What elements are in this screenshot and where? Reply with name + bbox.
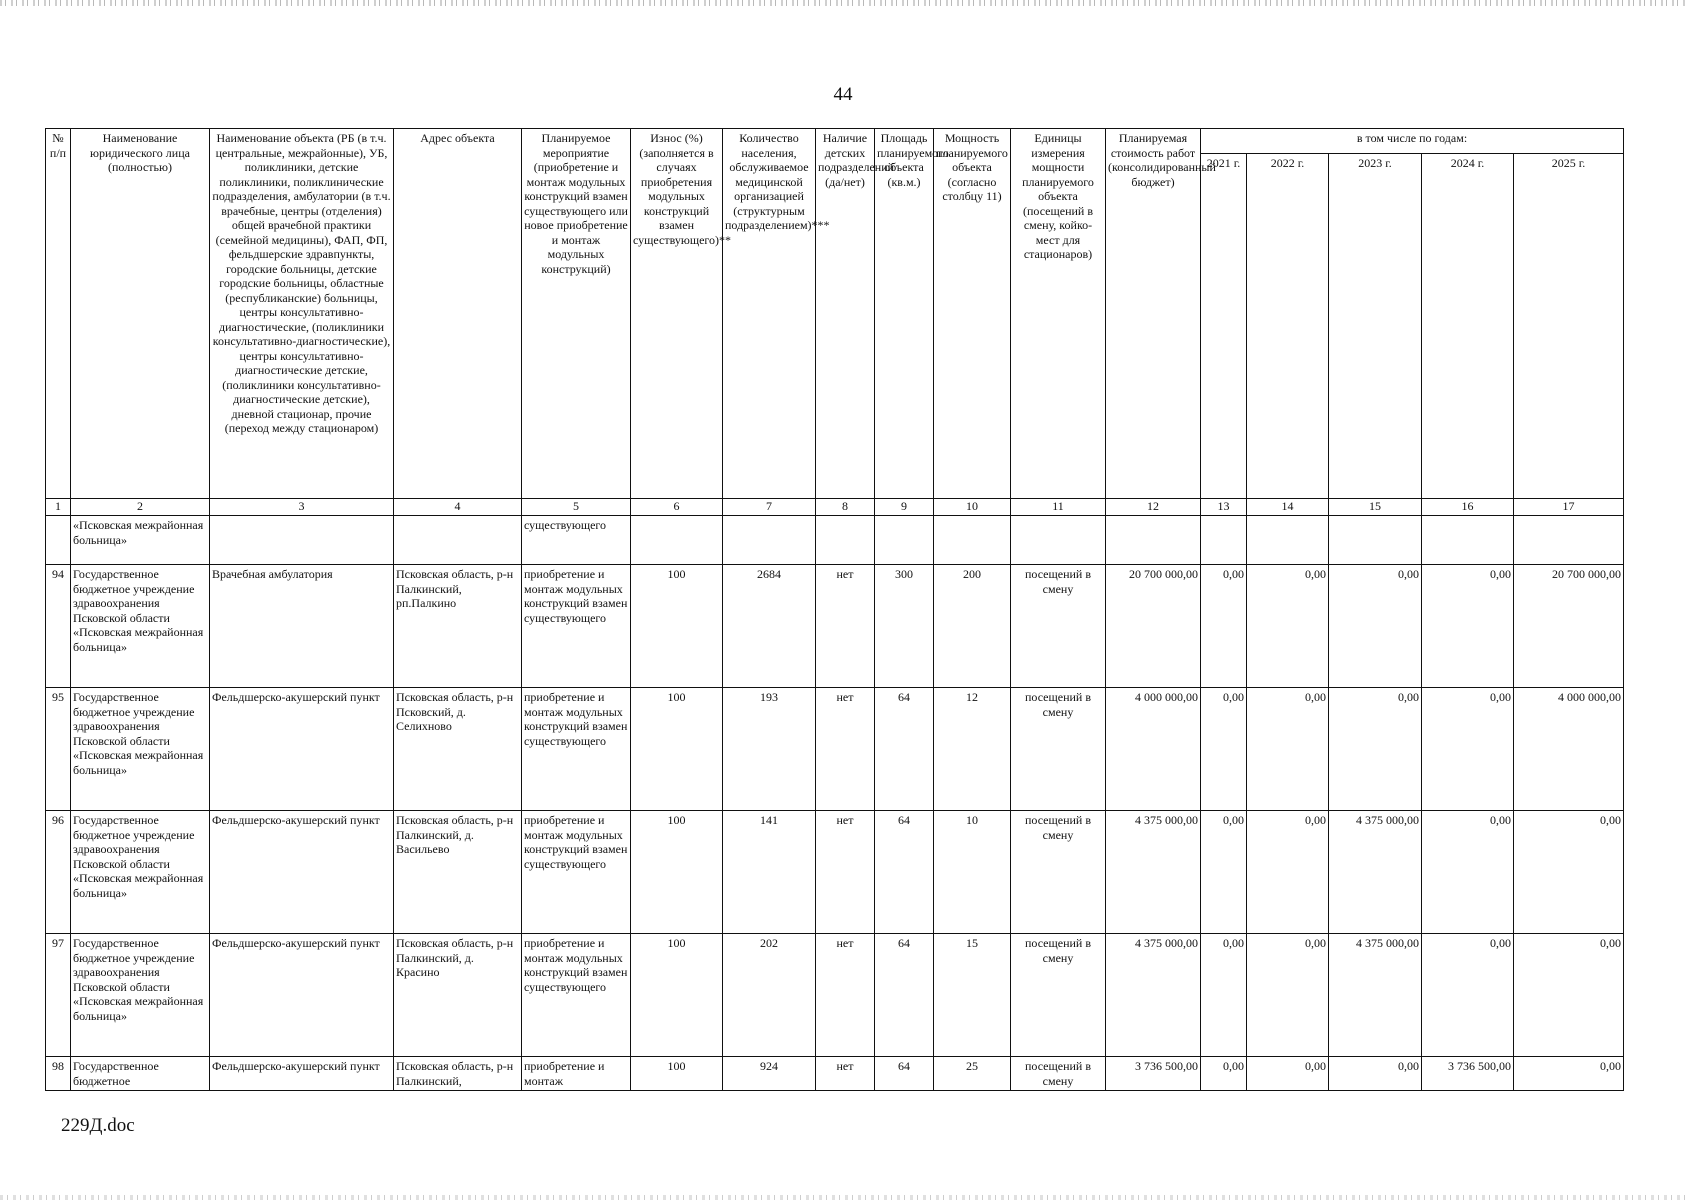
cell-entity: Государственное бюджетное учреждение здравоохранения Псковской области «Псковская межрайонная больница» bbox=[71, 688, 210, 811]
cell-2025: 0,00 bbox=[1514, 811, 1624, 934]
cell-wear: 100 bbox=[631, 688, 723, 811]
cell-2025: 0,00 bbox=[1514, 934, 1624, 1057]
cell-cost: 3 736 500,00 bbox=[1106, 1057, 1201, 1091]
cell-wear: 100 bbox=[631, 934, 723, 1057]
table-row bbox=[46, 688, 1624, 811]
column-number: 2 bbox=[71, 499, 210, 516]
cell-wear: 100 bbox=[631, 811, 723, 934]
cell-units: посещений в смену bbox=[1011, 565, 1106, 688]
cell-2023: 0,00 bbox=[1329, 688, 1422, 811]
cell-units: посещений в смену bbox=[1011, 1057, 1106, 1091]
column-number: 17 bbox=[1514, 499, 1624, 516]
cell-2022: 0,00 bbox=[1247, 811, 1329, 934]
column-number: 9 bbox=[875, 499, 934, 516]
header-wear: Износ (%) (заполняется в случаях приобретения модульных конструкций взамен существующего)** bbox=[631, 129, 723, 499]
cell-2021: 0,00 bbox=[1201, 811, 1247, 934]
cell-activity: приобретение и монтаж модульных конструкций взамен существующего bbox=[522, 934, 631, 1057]
cell-wear: 100 bbox=[631, 565, 723, 688]
cell-2025: 0,00 bbox=[1514, 1057, 1624, 1091]
cell-entity: Государственное бюджетное учреждение здравоохранения Псковской области «Псковская межрайонная больница» bbox=[71, 934, 210, 1057]
cell-object: Врачебная амбулатория bbox=[210, 565, 394, 688]
column-number: 1 bbox=[46, 499, 71, 516]
investment-plan-table bbox=[45, 128, 1624, 1091]
header-entity: Наименование юридического лица (полностью) bbox=[71, 129, 210, 499]
header-2023: 2023 г. bbox=[1329, 154, 1422, 499]
cell-activity: приобретение и монтаж bbox=[522, 1057, 631, 1091]
cell-address: Псковская область, р-н Палкинский, bbox=[394, 1057, 522, 1091]
cell-units: посещений в смену bbox=[1011, 811, 1106, 934]
cell-2022: 0,00 bbox=[1247, 565, 1329, 688]
cell-address: Псковская область, р-н Палкинский, д. Васильево bbox=[394, 811, 522, 934]
column-number: 14 bbox=[1247, 499, 1329, 516]
header-num: № п/п bbox=[46, 129, 71, 499]
column-number: 13 bbox=[1201, 499, 1247, 516]
scan-edge-bottom bbox=[0, 1195, 1686, 1200]
cell-area: 64 bbox=[875, 1057, 934, 1091]
cell-activity: приобретение и монтаж модульных конструкций взамен существующего bbox=[522, 565, 631, 688]
cell-area: 64 bbox=[875, 934, 934, 1057]
cell-object: Фельдшерско-акушерский пункт bbox=[210, 688, 394, 811]
column-number: 16 bbox=[1422, 499, 1514, 516]
column-number: 11 bbox=[1011, 499, 1106, 516]
cell-capacity: 12 bbox=[934, 688, 1011, 811]
header-units: Единицы измерения мощности планируемого объекта (посещений в смену, койко-мест для стационаров) bbox=[1011, 129, 1106, 499]
cell-cost: 4 375 000,00 bbox=[1106, 811, 1201, 934]
header-years-group: в том числе по годам: bbox=[1201, 129, 1624, 154]
cell-address: Псковская область, р-н Псковский, д. Селихново bbox=[394, 688, 522, 811]
cell-num: 96 bbox=[46, 811, 71, 934]
table-row bbox=[46, 934, 1624, 1057]
cell-children: нет bbox=[816, 934, 875, 1057]
header-activity: Планируемое мероприятие (приобретение и монтаж модульных конструкций взамен существующего или новое приобретение и монтаж модульных конструкций) bbox=[522, 129, 631, 499]
table-row bbox=[46, 1057, 1624, 1091]
header-children: Наличие детских подразделений (да/нет) bbox=[816, 129, 875, 499]
cell-num: 98 bbox=[46, 1057, 71, 1091]
page-number: 44 bbox=[833, 84, 853, 105]
column-number: 7 bbox=[723, 499, 816, 516]
cell-units: посещений в смену bbox=[1011, 934, 1106, 1057]
cell-capacity: 200 bbox=[934, 565, 1011, 688]
cell-area: 64 bbox=[875, 688, 934, 811]
cell-2021: 0,00 bbox=[1201, 934, 1247, 1057]
cell-num: 95 bbox=[46, 688, 71, 811]
cell-capacity: 10 bbox=[934, 811, 1011, 934]
cell-2024: 0,00 bbox=[1422, 811, 1514, 934]
cell-population: 141 bbox=[723, 811, 816, 934]
header-capacity: Мощность планируемого объекта (согласно столбцу 11) bbox=[934, 129, 1011, 499]
cell-2023: 4 375 000,00 bbox=[1329, 934, 1422, 1057]
cell-children: нет bbox=[816, 1057, 875, 1091]
header-cost: Планируемая стоимость работ (консолидированный бюджет) bbox=[1106, 129, 1201, 499]
cell-2023: 0,00 bbox=[1329, 565, 1422, 688]
cell-2022: 0,00 bbox=[1247, 688, 1329, 811]
document-filename: 229Д.doc bbox=[61, 1115, 135, 1136]
column-number: 5 bbox=[522, 499, 631, 516]
cell-address: Псковская область, р-н Палкинский, рп.Палкино bbox=[394, 565, 522, 688]
column-number-row bbox=[46, 499, 1624, 516]
cell-object: Фельдшерско-акушерский пункт bbox=[210, 1057, 394, 1091]
cell-object: Фельдшерско-акушерский пункт bbox=[210, 811, 394, 934]
column-number: 6 bbox=[631, 499, 723, 516]
column-number: 12 bbox=[1106, 499, 1201, 516]
cell-units: посещений в смену bbox=[1011, 688, 1106, 811]
cell-children: нет bbox=[816, 565, 875, 688]
cell-population: 202 bbox=[723, 934, 816, 1057]
cell-area: 300 bbox=[875, 565, 934, 688]
cell-entity: «Псковская межрайонная больница» bbox=[71, 516, 210, 565]
column-number: 15 bbox=[1329, 499, 1422, 516]
cell-population: 2684 bbox=[723, 565, 816, 688]
table-row bbox=[46, 565, 1624, 688]
cell-capacity: 25 bbox=[934, 1057, 1011, 1091]
cell-cost: 4 000 000,00 bbox=[1106, 688, 1201, 811]
column-number: 4 bbox=[394, 499, 522, 516]
cell-object: Фельдшерско-акушерский пункт bbox=[210, 934, 394, 1057]
cell-2023: 0,00 bbox=[1329, 1057, 1422, 1091]
cell-wear: 100 bbox=[631, 1057, 723, 1091]
cell-2022: 0,00 bbox=[1247, 934, 1329, 1057]
header-row bbox=[46, 129, 1624, 154]
column-number: 8 bbox=[816, 499, 875, 516]
column-number: 3 bbox=[210, 499, 394, 516]
header-object: Наименование объекта (РБ (в т.ч. центральные, межрайонные), УБ, поликлиники, детские поликлиники, поликлинические подразделения, амбулатории (в т.ч. врачебные, центры (отделения) общей врачебной практики (семейной медицины), ФАП, ФП, фельдшерские здравпункты, городские больницы, детские городские больницы, областные (республиканские) больницы, центры консультативно-диагностические, (поликлиники консультативно-диагностические), центры консультативно-диагностические детские, (поликлиники консультативно-диагностические детские), дневной стационар, прочие (переход между стационаром) bbox=[210, 129, 394, 499]
cell-2024: 3 736 500,00 bbox=[1422, 1057, 1514, 1091]
cell-population: 193 bbox=[723, 688, 816, 811]
cell-num: 97 bbox=[46, 934, 71, 1057]
cell-2024: 0,00 bbox=[1422, 565, 1514, 688]
scan-edge-top bbox=[0, 0, 1686, 6]
cell-entity: Государственное бюджетное учреждение здравоохранения Псковской области «Псковская межрайонная больница» bbox=[71, 565, 210, 688]
cell-activity: приобретение и монтаж модульных конструкций взамен существующего bbox=[522, 688, 631, 811]
cell-activity: существующего bbox=[522, 516, 631, 565]
cell-2021: 0,00 bbox=[1201, 1057, 1247, 1091]
cell-population: 924 bbox=[723, 1057, 816, 1091]
header-2021: 2021 г. bbox=[1201, 154, 1247, 499]
cell-2022: 0,00 bbox=[1247, 1057, 1329, 1091]
cell-address: Псковская область, р-н Палкинский, д. Красино bbox=[394, 934, 522, 1057]
header-population: Количество населения, обслуживаемое медицинской организацией (структурным подразделением)*** bbox=[723, 129, 816, 499]
cell-2024: 0,00 bbox=[1422, 688, 1514, 811]
header-2025: 2025 г. bbox=[1514, 154, 1624, 499]
cell-entity: Государственное бюджетное bbox=[71, 1057, 210, 1091]
table-row-continued bbox=[46, 516, 1624, 565]
table-row bbox=[46, 811, 1624, 934]
cell-num: 94 bbox=[46, 565, 71, 688]
cell-cost: 20 700 000,00 bbox=[1106, 565, 1201, 688]
header-address: Адрес объекта bbox=[394, 129, 522, 499]
cell-entity: Государственное бюджетное учреждение здравоохранения Псковской области «Псковская межрайонная больница» bbox=[71, 811, 210, 934]
cell-activity: приобретение и монтаж модульных конструкций взамен существующего bbox=[522, 811, 631, 934]
header-2024: 2024 г. bbox=[1422, 154, 1514, 499]
cell-children: нет bbox=[816, 688, 875, 811]
cell-cost: 4 375 000,00 bbox=[1106, 934, 1201, 1057]
cell-2024: 0,00 bbox=[1422, 934, 1514, 1057]
cell-children: нет bbox=[816, 811, 875, 934]
column-number: 10 bbox=[934, 499, 1011, 516]
cell-2021: 0,00 bbox=[1201, 565, 1247, 688]
header-area: Площадь планируемого объекта (кв.м.) bbox=[875, 129, 934, 499]
header-2022: 2022 г. bbox=[1247, 154, 1329, 499]
cell-2023: 4 375 000,00 bbox=[1329, 811, 1422, 934]
cell-2025: 20 700 000,00 bbox=[1514, 565, 1624, 688]
cell-capacity: 15 bbox=[934, 934, 1011, 1057]
cell-area: 64 bbox=[875, 811, 934, 934]
cell-2021: 0,00 bbox=[1201, 688, 1247, 811]
cell-2025: 4 000 000,00 bbox=[1514, 688, 1624, 811]
